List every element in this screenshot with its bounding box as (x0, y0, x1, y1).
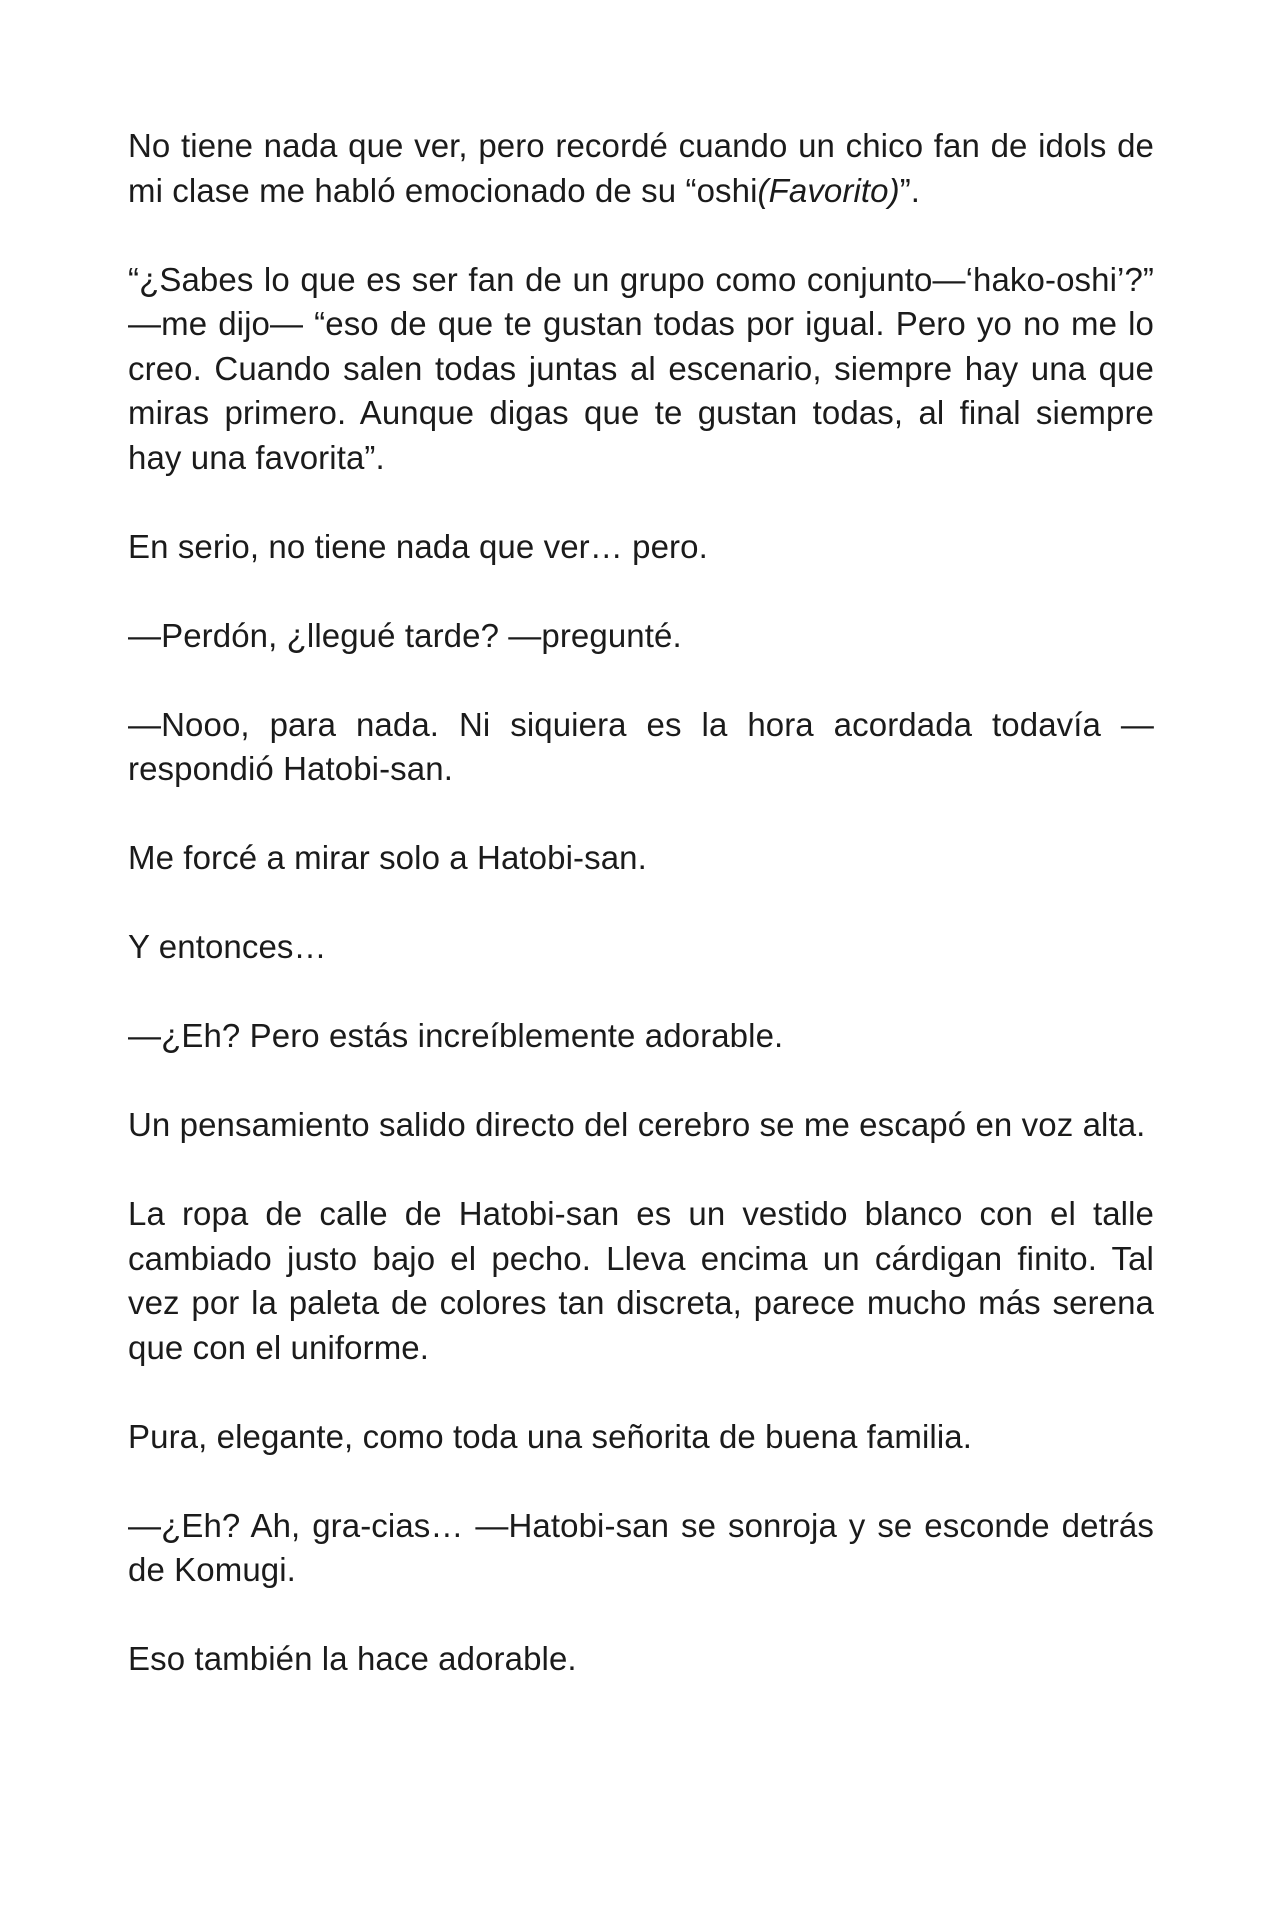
document-page (128, 124, 1154, 1682)
paragraph-8: —¿Eh? Pero estás increíblemente adorable. (128, 1017, 784, 1054)
paragraph-1 (128, 124, 1154, 213)
paragraph-13: Eso también la hace adorable. (128, 1640, 577, 1677)
paragraph-1-italic-note: (Favorito) (757, 171, 900, 209)
paragraph-4: —Perdón, ¿llegué tarde? —pregunté. (128, 616, 682, 654)
paragraph-7: Y entonces… (128, 928, 327, 965)
paragraph-9: Un pensamiento salido directo del cerebro se me escapó en voz alta. (128, 1106, 1146, 1143)
paragraph-2: “¿Sabes lo que es ser fan de un grupo como conjunto—‘hako-oshi’?” —me dijo— “eso de que te gustan todas por igual. Pero yo no me lo creo. Cuando salen todas juntas al escenario, siempre hay una que miras primero. Aunque digas que te gustan todas, al final siempre hay una favorita”. (128, 260, 1154, 476)
paragraph-5: —Nooo, para nada. Ni siquiera es la hora acordada todavía —respondió Hatobi-san. (128, 705, 1154, 787)
paragraph-1-text-after: ”. (899, 171, 921, 209)
paragraph-6: Me forcé a mirar solo a Hatobi-san. (128, 839, 647, 876)
paragraph-11: Pura, elegante, como toda una señorita de buena familia. (128, 1417, 972, 1455)
paragraph-3: En serio, no tiene nada que ver… pero. (128, 527, 708, 565)
paragraph-1-text-before: No tiene nada que ver, pero recordé cuando un chico fan de idols de mi clase me habló emocionado de su “oshi (128, 127, 1154, 209)
paragraph-12: —¿Eh? Ah, gra-cias… —Hatobi-san se sonroja y se esconde detrás de Komugi. (128, 1506, 1154, 1588)
paragraph-10: La ropa de calle de Hatobi-san es un vestido blanco con el talle cambiado justo bajo el pecho. Lleva encima un cárdigan finito. Tal vez por la paleta de colores tan discreta, parece mucho más serena que con el uniforme. (128, 1195, 1154, 1366)
